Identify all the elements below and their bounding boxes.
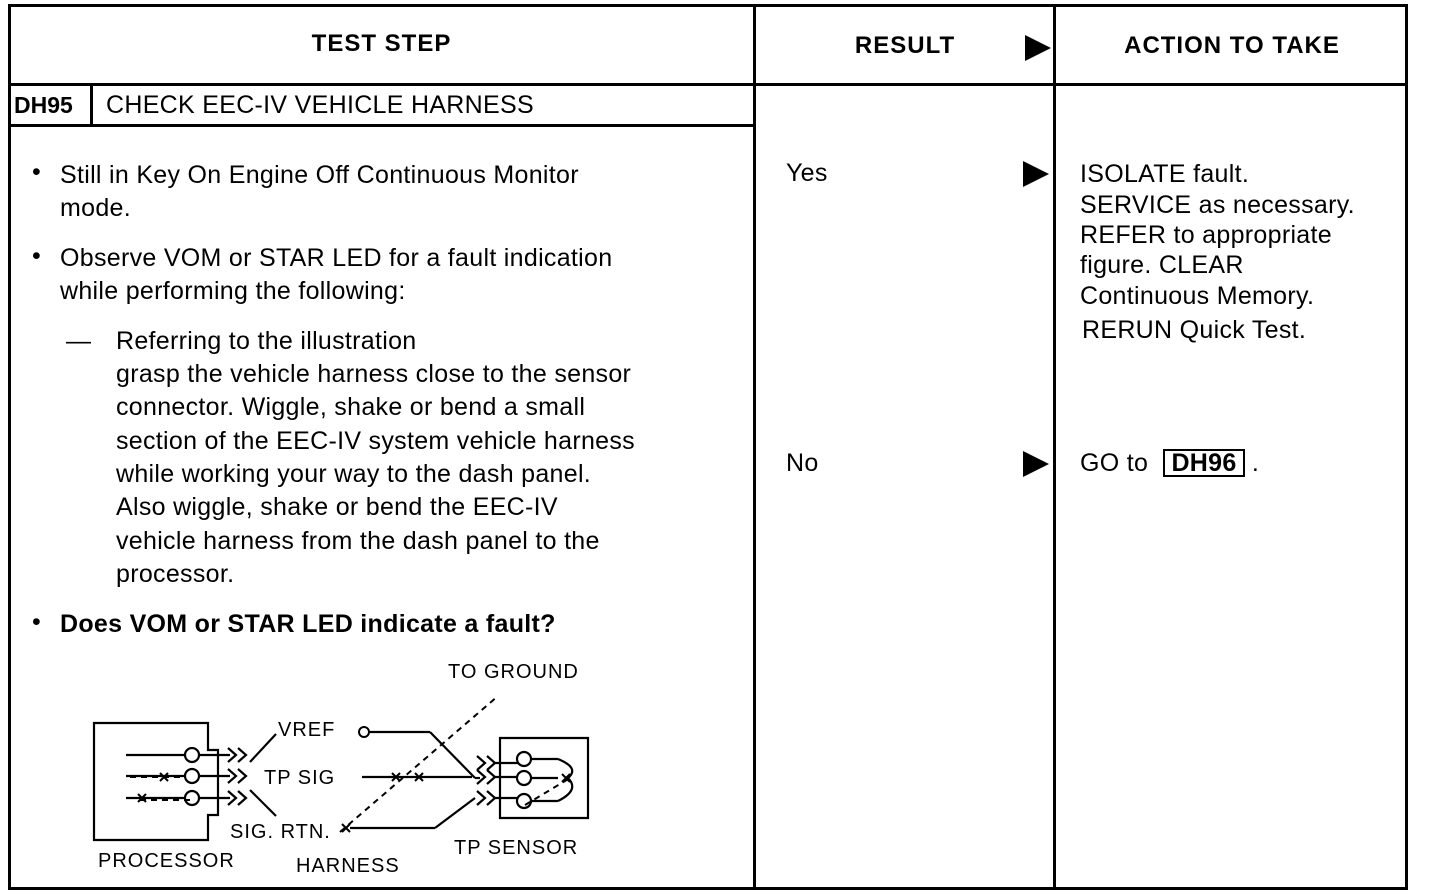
dash-icon: — [66,327,92,355]
action-yes-line-1: ISOLATE fault. [1080,160,1250,188]
no-arrow-icon [1023,451,1049,477]
action-yes-line-4: figure. CLEAR [1080,251,1244,279]
dash-line-4: section of the EEC-IV system vehicle harness [116,427,635,455]
bullet-1-line-2: mode. [60,194,131,222]
step-ref-dh96[interactable]: DH96 [1163,449,1244,477]
header-action: ACTION TO TAKE [1124,32,1340,59]
label-to-ground: TO GROUND [448,661,579,683]
bullet-1-line-1: Still in Key On Engine Off Continuous Monitor [60,161,579,189]
step-title-divider [8,124,755,127]
action-no-suffix: . [1251,449,1260,477]
label-sig-rtn: SIG. RTN. [230,821,331,843]
action-yes-line-5: Continuous Memory. [1080,282,1315,310]
column-divider-1 [753,4,756,890]
dash-line-7: vehicle harness from the dash panel to the [116,527,600,555]
question: Does VOM or STAR LED indicate a fault? [60,610,556,638]
label-vref: VREF [278,719,336,741]
label-processor: PROCESSOR [98,850,235,872]
result-yes: Yes [786,159,828,187]
step-code-divider [90,84,93,125]
dash-line-2: grasp the vehicle harness close to the sensor [116,360,632,388]
label-harness: HARNESS [296,855,400,877]
bullet-1-icon: • [32,158,41,186]
bullet-2-line-1: Observe VOM or STAR LED for a fault indication [60,244,613,272]
yes-arrow-icon [1023,161,1049,187]
action-no [1080,447,1259,480]
action-no-prefix: GO to [1080,449,1149,477]
dash-line-6: Also wiggle, shake or bend the EEC-IV [116,493,558,521]
label-tp-sig: TP SIG [264,767,336,789]
step-code: DH95 [14,92,73,118]
step-title: CHECK EEC-IV VEHICLE HARNESS [106,91,534,119]
dash-line-5: while working your way to the dash panel. [116,460,592,488]
result-no: No [786,449,819,477]
action-yes-line-3: REFER to appropriate [1080,221,1332,249]
harness-diagram [80,650,620,885]
bullet-3-icon: • [32,608,41,636]
bullet-2-line-2: while performing the following: [60,277,406,305]
header-test-step: TEST STEP [311,30,452,57]
action-yes-line-2: SERVICE as necessary. [1080,191,1355,219]
action-yes-line-6: RERUN Quick Test. [1082,316,1307,344]
header-arrow-icon [1025,35,1051,61]
label-tp-sensor: TP SENSOR [454,837,579,859]
bullet-2-icon: • [32,242,41,270]
column-divider-2 [1053,4,1056,890]
dash-line-1: Referring to the illustration [116,327,417,355]
header-result: RESULT [854,32,956,59]
dash-line-8: processor. [116,560,235,588]
dash-line-3: connector. Wiggle, shake or bend a small [116,393,586,421]
header-divider [8,83,1408,86]
